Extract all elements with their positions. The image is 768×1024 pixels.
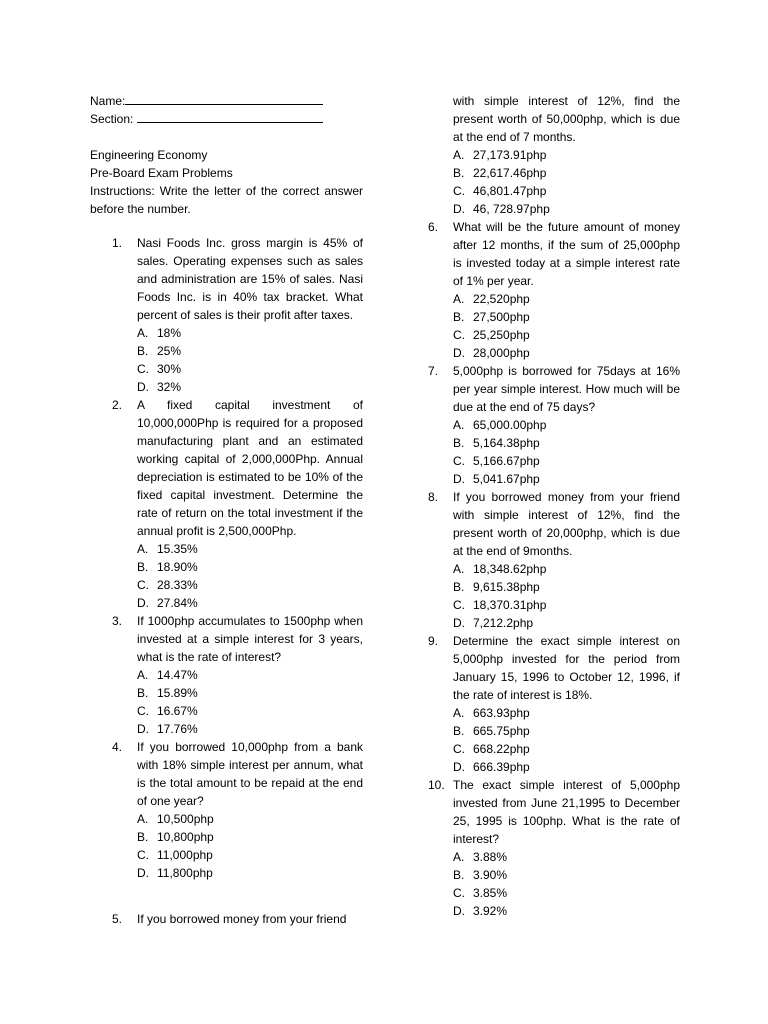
section-label: Section:	[90, 112, 134, 126]
option-letter: A.	[137, 326, 149, 340]
option-letter: C.	[137, 578, 149, 592]
option-9a	[453, 704, 680, 722]
option-1b	[137, 342, 363, 360]
question-text: with simple interest of 12%, find the present worth of 50,000php, which is due at the end of 7 months.	[453, 94, 680, 144]
option-text: 25%	[157, 344, 182, 358]
question-text: If you borrowed money from your friend	[137, 912, 347, 926]
option-text: 3.90%	[473, 868, 508, 882]
options-8	[428, 560, 680, 632]
option-4b	[137, 828, 363, 846]
question-number: 6.	[428, 220, 439, 234]
option-letter: C.	[137, 848, 149, 862]
question-1	[112, 234, 363, 324]
question-6	[428, 218, 680, 290]
option-letter: D.	[453, 202, 465, 216]
option-letter: C.	[453, 886, 465, 900]
option-letter: B.	[453, 436, 465, 450]
option-2c	[137, 576, 363, 594]
question-2	[112, 396, 363, 540]
option-letter: D.	[137, 596, 149, 610]
option-letter: A.	[453, 148, 465, 162]
option-text: 15.35%	[157, 542, 198, 556]
question-list-left	[112, 234, 363, 928]
option-text: 5,166.67php	[473, 454, 540, 468]
option-10d	[453, 902, 680, 920]
section-blank	[137, 111, 323, 123]
option-letter: A.	[137, 668, 149, 682]
option-4c	[137, 846, 363, 864]
question-text: The exact simple interest of 5,000php invested from June 21,1995 to December 25, 1995 is 100php. What is the rate of interest?	[453, 778, 680, 846]
option-letter: C.	[453, 454, 465, 468]
option-3b	[137, 684, 363, 702]
option-5d	[453, 200, 680, 218]
section-line	[90, 110, 363, 128]
question-number: 1.	[112, 236, 123, 250]
question-text: Nasi Foods Inc. gross margin is 45% of sales. Operating expenses such as sales and administration are 15% of sales. Nasi Foods Inc. is in 40% tax bracket. What percent of sales is their profit after taxes.	[137, 236, 363, 322]
option-letter: A.	[137, 542, 149, 556]
option-letter: A.	[137, 812, 149, 826]
question-4	[112, 738, 363, 810]
option-5a	[453, 146, 680, 164]
option-letter: D.	[453, 346, 465, 360]
option-5c	[453, 182, 680, 200]
option-text: 17.76%	[157, 722, 198, 736]
option-8c	[453, 596, 680, 614]
option-3d	[137, 720, 363, 738]
question-number: 5.	[112, 912, 123, 926]
option-text: 666.39php	[473, 760, 530, 774]
option-4d	[137, 864, 363, 882]
option-text: 25,250php	[473, 328, 530, 342]
option-letter: A.	[453, 292, 465, 306]
option-8a	[453, 560, 680, 578]
option-5b	[453, 164, 680, 182]
option-7a	[453, 416, 680, 434]
option-text: 668.22php	[473, 742, 530, 756]
option-7b	[453, 434, 680, 452]
question-8	[428, 488, 680, 560]
course-title: Engineering Economy	[90, 148, 208, 162]
option-3a	[137, 666, 363, 684]
right-column	[428, 92, 680, 920]
option-10a	[453, 848, 680, 866]
option-text: 65,000.00php	[473, 418, 547, 432]
left-column	[90, 92, 363, 928]
option-letter: D.	[137, 722, 149, 736]
option-letter: C.	[453, 598, 465, 612]
option-7d	[453, 470, 680, 488]
question-number: 8.	[428, 490, 439, 504]
option-text: 3.85%	[473, 886, 508, 900]
option-letter: C.	[453, 184, 465, 198]
option-letter: B.	[453, 310, 465, 324]
name-label: Name:	[90, 94, 126, 108]
option-6b	[453, 308, 680, 326]
option-text: 32%	[157, 380, 182, 394]
option-letter: D.	[453, 616, 465, 630]
option-text: 665.75php	[473, 724, 530, 738]
options-10	[428, 848, 680, 920]
option-letter: A.	[453, 562, 465, 576]
option-1d	[137, 378, 363, 396]
option-10c	[453, 884, 680, 902]
option-text: 27,500php	[473, 310, 530, 324]
question-number: 2.	[112, 398, 123, 412]
question-text: If you borrowed 10,000php from a bank with 18% simple interest per annum, what is the total amount to be repaid at the end of one year?	[137, 740, 363, 808]
option-letter: B.	[137, 344, 149, 358]
option-letter: C.	[137, 704, 149, 718]
question-text: 5,000php is borrowed for 75days at 16% per year simple interest. How much will be due at the end of 75 days?	[453, 364, 680, 414]
option-6c	[453, 326, 680, 344]
option-text: 3.88%	[473, 850, 508, 864]
title-block	[90, 146, 363, 218]
option-2d	[137, 594, 363, 612]
options-7	[428, 416, 680, 488]
exam-subtitle: Pre-Board Exam Problems	[90, 166, 233, 180]
options-1	[112, 324, 363, 396]
question-text: A fixed capital investment of 10,000,000Php is required for a proposed manufacturing plant and an estimated working capital of 2,000,000Php. Annual depreciation is estimated to be 10% of the fixed capital investment. Determine the rate of return on the total investment if the annual profit is 2,500,000Php.	[137, 398, 363, 538]
option-text: 5,041.67php	[473, 472, 540, 486]
option-text: 27,173.91php	[473, 148, 547, 162]
option-letter: B.	[453, 868, 465, 882]
option-text: 14.47%	[157, 668, 198, 682]
options-5	[428, 146, 680, 218]
question-number: 3.	[112, 614, 123, 628]
option-6a	[453, 290, 680, 308]
option-8d	[453, 614, 680, 632]
option-2a	[137, 540, 363, 558]
option-letter: D.	[137, 866, 149, 880]
option-text: 18,348.62php	[473, 562, 547, 576]
option-9c	[453, 740, 680, 758]
option-letter: C.	[453, 328, 465, 342]
option-text: 16.67%	[157, 704, 198, 718]
option-letter: D.	[453, 904, 465, 918]
option-letter: B.	[137, 830, 149, 844]
option-text: 15.89%	[157, 686, 198, 700]
option-text: 663.93php	[473, 706, 530, 720]
option-letter: A.	[453, 418, 465, 432]
option-7c	[453, 452, 680, 470]
option-9b	[453, 722, 680, 740]
question-3	[112, 612, 363, 666]
option-letter: B.	[453, 580, 465, 594]
option-text: 22,520php	[473, 292, 530, 306]
option-text: 9,615.38php	[473, 580, 540, 594]
option-text: 11,800php	[157, 866, 213, 880]
option-text: 27.84%	[157, 596, 198, 610]
option-text: 28,000php	[473, 346, 530, 360]
question-number: 4.	[112, 740, 123, 754]
options-6	[428, 290, 680, 362]
option-text: 18,370.31php	[473, 598, 547, 612]
option-6d	[453, 344, 680, 362]
option-1a	[137, 324, 363, 342]
question-number: 9.	[428, 634, 439, 648]
question-text: What will be the future amount of money after 12 months, if the sum of 25,000php is invested today at a simple interest rate of 1% per year.	[453, 220, 680, 288]
option-text: 3.92%	[473, 904, 508, 918]
option-letter: B.	[453, 724, 465, 738]
option-text: 10,800php	[157, 830, 214, 844]
option-text: 18%	[157, 326, 182, 340]
options-2	[112, 540, 363, 612]
name-blank	[125, 93, 323, 105]
options-3	[112, 666, 363, 738]
option-text: 30%	[157, 362, 182, 376]
question-text: Determine the exact simple interest on 5,000php invested for the period from January 15, 1996 to October 12, 1996, if the rate of interest is 18%.	[453, 634, 680, 702]
options-4	[112, 810, 363, 882]
option-8b	[453, 578, 680, 596]
options-9	[428, 704, 680, 776]
option-letter: B.	[137, 686, 149, 700]
option-text: 22,617.46php	[473, 166, 547, 180]
question-5-continued	[428, 92, 680, 146]
option-9d	[453, 758, 680, 776]
option-1c	[137, 360, 363, 378]
name-line	[90, 92, 363, 110]
option-text: 46,801.47php	[473, 184, 547, 198]
question-number: 10.	[428, 778, 445, 792]
option-2b	[137, 558, 363, 576]
option-letter: C.	[453, 742, 465, 756]
instructions: Instructions: Write the letter of the correct answer before the number.	[90, 184, 363, 216]
option-3c	[137, 702, 363, 720]
option-letter: D.	[137, 380, 149, 394]
question-10	[428, 776, 680, 848]
option-text: 18.90%	[157, 560, 198, 574]
option-letter: D.	[453, 760, 465, 774]
option-letter: C.	[137, 362, 149, 376]
question-number: 7.	[428, 364, 439, 378]
question-7	[428, 362, 680, 416]
option-text: 5,164.38php	[473, 436, 540, 450]
option-10b	[453, 866, 680, 884]
option-letter: A.	[453, 850, 465, 864]
question-text: If 1000php accumulates to 1500php when invested at a simple interest for 3 years, what is the rate of interest?	[137, 614, 363, 664]
question-text: If you borrowed money from your friend with simple interest of 12%, find the present worth of 20,000php, which is due at the end of 9months.	[453, 490, 680, 558]
option-letter: A.	[453, 706, 465, 720]
option-letter: B.	[137, 560, 149, 574]
question-5-start	[112, 910, 363, 928]
option-letter: B.	[453, 166, 465, 180]
option-4a	[137, 810, 363, 828]
option-text: 46, 728.97php	[473, 202, 550, 216]
option-text: 10,500php	[157, 812, 214, 826]
option-text: 7,212.2php	[473, 616, 534, 630]
option-letter: D.	[453, 472, 465, 486]
question-9	[428, 632, 680, 704]
option-text: 28.33%	[157, 578, 198, 592]
option-text: 11,000php	[157, 848, 213, 862]
